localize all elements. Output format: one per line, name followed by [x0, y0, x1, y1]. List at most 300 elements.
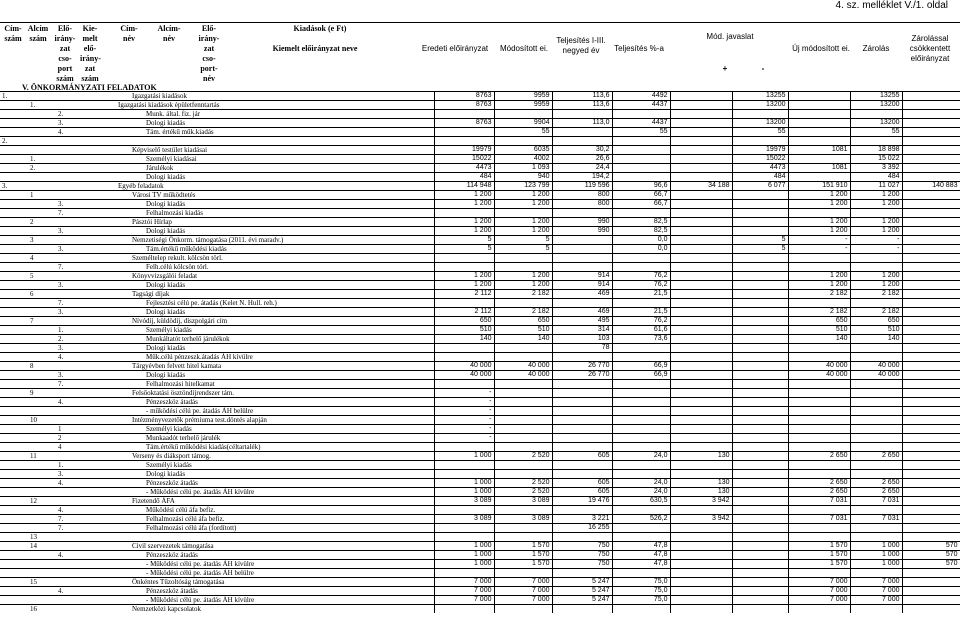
row-alcim-szam: [28, 173, 56, 182]
row-value: [732, 389, 788, 398]
row-value: [494, 470, 552, 479]
table-row: [0, 380, 960, 389]
row-label: Könyvvizsgálói feladat: [104, 272, 434, 281]
table-row: [0, 110, 960, 119]
row-value: [434, 569, 494, 578]
row-value: 40 000: [434, 362, 494, 371]
row-label: Igazgatási kiadások: [104, 92, 434, 101]
row-value: [494, 344, 552, 353]
row-kiemelt-szam: [80, 569, 104, 578]
row-value: [612, 461, 670, 470]
row-value: 3 392: [850, 164, 902, 173]
row-cim-szam: [0, 596, 28, 605]
row-value: [612, 353, 670, 362]
row-value: 914: [552, 272, 612, 281]
row-value: [902, 371, 960, 380]
row-cim-szam: [0, 497, 28, 506]
row-value: [494, 407, 552, 416]
section-title: V. ÖNKORMÁNYZATI FELADATOK: [22, 83, 157, 92]
row-value: [552, 533, 612, 542]
row-value: [902, 146, 960, 155]
row-cim-szam: [0, 119, 28, 128]
row-value: 5 247: [552, 587, 612, 596]
row-value: 1 200: [434, 200, 494, 209]
row-cim-szam: [0, 353, 28, 362]
row-value: [552, 398, 612, 407]
row-value: 21,5: [612, 308, 670, 317]
row-value: 2 182: [494, 308, 552, 317]
row-cim-szam: [0, 317, 28, 326]
row-value: [612, 470, 670, 479]
row-cim-szam: [0, 524, 28, 533]
row-value: [850, 434, 902, 443]
row-kiemelt-szam: [80, 317, 104, 326]
row-value: 7 000: [494, 596, 552, 605]
row-value: 40 000: [788, 362, 850, 371]
table-row: [0, 443, 960, 452]
row-alcim-szam: 1.: [28, 101, 56, 110]
row-value: [902, 515, 960, 524]
row-value: [788, 128, 850, 137]
row-cim-szam: 1.: [0, 92, 28, 101]
row-value: 34 188: [670, 182, 732, 191]
row-value: [612, 407, 670, 416]
row-value: 13200: [850, 101, 902, 110]
row-value: [670, 209, 732, 218]
row-value: 40 000: [494, 371, 552, 380]
row-value: [670, 272, 732, 281]
row-alcim-szam: [28, 308, 56, 317]
row-value: 2 650: [850, 488, 902, 497]
row-value: 1 000: [850, 560, 902, 569]
row-value: [732, 479, 788, 488]
row-value: 6035: [494, 146, 552, 155]
row-value: 1 000: [434, 560, 494, 569]
row-kiemelt-szam: [80, 533, 104, 542]
row-kiemelt-szam: [80, 182, 104, 191]
table-row: [0, 587, 960, 596]
row-value: [902, 272, 960, 281]
table-row: [0, 569, 960, 578]
table-row: [0, 209, 960, 218]
table-row: [0, 389, 960, 398]
row-value: [670, 434, 732, 443]
row-value: 940: [494, 173, 552, 182]
row-value: 2 182: [850, 308, 902, 317]
row-value: 24,0: [612, 452, 670, 461]
row-value: [612, 110, 670, 119]
row-alcim-szam: [28, 515, 56, 524]
row-cim-szam: [0, 272, 28, 281]
row-value: [670, 218, 732, 227]
row-value: 140: [434, 335, 494, 344]
row-value: [902, 479, 960, 488]
row-value: [670, 389, 732, 398]
row-value: 1 000: [850, 551, 902, 560]
row-label: Felh.célú kölcsön törl.: [104, 263, 434, 272]
row-cim-szam: [0, 200, 28, 209]
header-teljesites-pct: Teljesítés %-a: [614, 44, 664, 53]
row-value: [732, 605, 788, 614]
row-kiemelt-szam: [80, 362, 104, 371]
row-cim-szam: [0, 101, 28, 110]
row-label: Tám.értékű működési kiadás: [104, 245, 434, 254]
row-label: Felhalmozási hitelkamat: [104, 380, 434, 389]
row-value: [850, 425, 902, 434]
row-value: [732, 254, 788, 263]
row-value: [670, 380, 732, 389]
row-value: 9959: [494, 92, 552, 101]
row-kiemelt-szam: [80, 164, 104, 173]
row-kiemelt-szam: [80, 308, 104, 317]
row-cim-szam: [0, 398, 28, 407]
row-value: 484: [850, 173, 902, 182]
row-kiemelt-szam: [80, 218, 104, 227]
row-kiemelt-szam: [80, 434, 104, 443]
row-value: [434, 137, 494, 146]
row-kiemelt-szam: [80, 335, 104, 344]
row-value: [902, 497, 960, 506]
table-header: [0, 22, 960, 84]
row-value: 82,5: [612, 218, 670, 227]
row-alcim-szam: [28, 200, 56, 209]
row-csoport-szam: [56, 254, 80, 263]
row-value: 990: [552, 227, 612, 236]
row-alcim-szam: [28, 407, 56, 416]
row-alcim-szam: [28, 146, 56, 155]
row-value: 15 022: [850, 155, 902, 164]
row-value: [670, 398, 732, 407]
row-value: [434, 524, 494, 533]
row-kiemelt-szam: [80, 299, 104, 308]
row-value: [788, 533, 850, 542]
row-value: [612, 434, 670, 443]
table-row: [0, 326, 960, 335]
row-value: [494, 461, 552, 470]
row-value: [612, 254, 670, 263]
row-value: 26,6: [552, 155, 612, 164]
row-value: 510: [434, 326, 494, 335]
row-alcim-szam: [28, 92, 56, 101]
row-value: 0,0: [612, 236, 670, 245]
row-csoport-szam: 3.: [56, 200, 80, 209]
row-value: 800: [552, 191, 612, 200]
row-cim-szam: [0, 335, 28, 344]
row-value: 16 255: [552, 524, 612, 533]
row-label: Tám.értékű működési kiadás(céltartalék): [104, 443, 434, 452]
row-value: [788, 389, 850, 398]
table-row: [0, 371, 960, 380]
row-value: [732, 326, 788, 335]
row-value: [612, 155, 670, 164]
row-value: [552, 380, 612, 389]
row-value: [552, 434, 612, 443]
row-value: [788, 119, 850, 128]
row-csoport-szam: 3.: [56, 227, 80, 236]
row-value: 5: [494, 236, 552, 245]
row-value: [434, 443, 494, 452]
table-row: [0, 560, 960, 569]
row-value: 7 000: [788, 578, 850, 587]
table-row: [0, 146, 960, 155]
row-value: [552, 209, 612, 218]
row-csoport-szam: 2.: [56, 335, 80, 344]
row-value: 1 200: [434, 191, 494, 200]
row-label: Önkéntes Tűzoltóság támogatása: [104, 578, 434, 587]
row-value: [494, 299, 552, 308]
row-value: [732, 209, 788, 218]
table-row: [0, 398, 960, 407]
row-value: 3 089: [434, 515, 494, 524]
row-value: [902, 578, 960, 587]
row-value: [850, 407, 902, 416]
row-cim-szam: [0, 443, 28, 452]
row-label: Dologi kiadás: [104, 371, 434, 380]
row-value: 7 000: [788, 587, 850, 596]
row-value: 55: [494, 128, 552, 137]
row-value: [732, 344, 788, 353]
row-value: [494, 569, 552, 578]
row-alcim-szam: [28, 587, 56, 596]
row-csoport-szam: [56, 407, 80, 416]
row-value: 1 000: [434, 479, 494, 488]
row-value: 7 000: [494, 587, 552, 596]
row-csoport-szam: 7.: [56, 299, 80, 308]
row-alcim-szam: 14: [28, 542, 56, 551]
row-value: [902, 209, 960, 218]
row-value: 7 031: [788, 515, 850, 524]
row-value: -: [788, 245, 850, 254]
header-zarolassal: Zárolással csökkentett előirányzat: [909, 34, 951, 63]
row-value: [902, 533, 960, 542]
row-value: 526,2: [612, 515, 670, 524]
row-value: [670, 92, 732, 101]
row-value: 61,6: [612, 326, 670, 335]
row-value: [552, 128, 612, 137]
row-value: 40 000: [434, 371, 494, 380]
row-value: [902, 101, 960, 110]
row-value: 140 883: [902, 182, 960, 191]
row-value: 2 520: [494, 479, 552, 488]
row-value: 4002: [494, 155, 552, 164]
row-label: Dologi kiadás: [104, 173, 434, 182]
row-value: [732, 263, 788, 272]
row-value: [788, 209, 850, 218]
row-label: Pásztói Hírlap: [104, 218, 434, 227]
row-value: [788, 434, 850, 443]
row-csoport-szam: 2: [56, 434, 80, 443]
table-row: [0, 344, 960, 353]
row-label: Városi TV működtetés: [104, 191, 434, 200]
row-value: [732, 353, 788, 362]
table-row: [0, 137, 960, 146]
table-row: [0, 191, 960, 200]
row-value: 13255: [850, 92, 902, 101]
row-value: [788, 254, 850, 263]
row-value: [732, 497, 788, 506]
row-value: [902, 236, 960, 245]
row-value: 7 000: [494, 578, 552, 587]
row-value: [850, 263, 902, 272]
row-value: [494, 389, 552, 398]
header-zarolas: Zárolás: [862, 44, 890, 53]
row-value: 605: [552, 452, 612, 461]
row-value: [670, 227, 732, 236]
table-row: [0, 128, 960, 137]
row-label: Személyi kiadásai: [104, 155, 434, 164]
row-value: 7 000: [434, 587, 494, 596]
row-value: 66,9: [612, 362, 670, 371]
row-value: 13200: [732, 119, 788, 128]
row-value: [552, 506, 612, 515]
row-value: 484: [732, 173, 788, 182]
row-value: [788, 443, 850, 452]
table-row: [0, 164, 960, 173]
row-kiemelt-szam: [80, 389, 104, 398]
row-alcim-szam: [28, 488, 56, 497]
header-csoport-nev: Elő- irány- zat cso- port- név: [198, 24, 220, 83]
row-value: 5 247: [552, 596, 612, 605]
row-csoport-szam: 3.: [56, 119, 80, 128]
row-value: [434, 470, 494, 479]
row-value: 8763: [434, 119, 494, 128]
row-csoport-szam: 3.: [56, 245, 80, 254]
row-value: [494, 353, 552, 362]
header-kiadasok: Kiadások (e Ft): [293, 24, 347, 33]
table-row: [0, 272, 960, 281]
row-csoport-szam: 4.: [56, 128, 80, 137]
row-value: -: [434, 407, 494, 416]
row-kiemelt-szam: [80, 524, 104, 533]
row-kiemelt-szam: [80, 416, 104, 425]
table-row: [0, 479, 960, 488]
row-value: [788, 461, 850, 470]
row-value: [732, 299, 788, 308]
row-csoport-szam: [56, 164, 80, 173]
row-value: [732, 587, 788, 596]
row-value: [850, 344, 902, 353]
row-value: 1 200: [788, 281, 850, 290]
row-value: [732, 317, 788, 326]
row-csoport-szam: 4.: [56, 551, 80, 560]
row-cim-szam: [0, 362, 28, 371]
row-csoport-szam: [56, 596, 80, 605]
row-value: 55: [732, 128, 788, 137]
row-value: [902, 389, 960, 398]
row-csoport-szam: [56, 497, 80, 506]
row-alcim-szam: [28, 569, 56, 578]
row-value: 1 200: [788, 272, 850, 281]
row-value: [612, 299, 670, 308]
row-value: 314: [552, 326, 612, 335]
row-value: 7 000: [850, 587, 902, 596]
row-value: [494, 524, 552, 533]
row-alcim-szam: 2: [28, 218, 56, 227]
row-value: [902, 137, 960, 146]
row-value: 4437: [612, 101, 670, 110]
row-alcim-szam: 9: [28, 389, 56, 398]
table-row: [0, 407, 960, 416]
row-value: [850, 470, 902, 479]
row-value: 8763: [434, 92, 494, 101]
row-value: [902, 443, 960, 452]
row-value: [494, 533, 552, 542]
row-value: 570: [902, 560, 960, 569]
row-value: 2 650: [788, 479, 850, 488]
row-value: [434, 506, 494, 515]
row-value: [552, 245, 612, 254]
row-value: [434, 353, 494, 362]
row-label: - Működési célú pe. átadás ÁH kívülre: [104, 596, 434, 605]
row-cim-szam: [0, 452, 28, 461]
row-value: [902, 92, 960, 101]
row-value: [850, 380, 902, 389]
header-minus: -: [761, 64, 765, 73]
row-cim-szam: [0, 209, 28, 218]
row-csoport-szam: 3.: [56, 281, 80, 290]
row-value: [732, 524, 788, 533]
row-value: 47,8: [612, 542, 670, 551]
row-csoport-szam: 4.: [56, 398, 80, 407]
row-label: Nívódíj, küldödíj, díszpolgári cím: [104, 317, 434, 326]
row-cim-szam: [0, 407, 28, 416]
row-value: [552, 569, 612, 578]
row-value: 9904: [494, 119, 552, 128]
row-alcim-szam: [28, 182, 56, 191]
row-value: 2 182: [788, 308, 850, 317]
row-value: [732, 308, 788, 317]
row-value: [670, 416, 732, 425]
row-value: [850, 443, 902, 452]
row-value: [732, 371, 788, 380]
row-cim-szam: [0, 326, 28, 335]
row-value: [670, 101, 732, 110]
row-cim-szam: [0, 218, 28, 227]
row-value: 4437: [612, 119, 670, 128]
row-csoport-szam: [56, 569, 80, 578]
row-cim-szam: [0, 371, 28, 380]
row-cim-szam: [0, 191, 28, 200]
row-value: 7 000: [850, 578, 902, 587]
row-value: [788, 173, 850, 182]
row-value: [850, 209, 902, 218]
row-value: 76,2: [612, 281, 670, 290]
row-value: [670, 524, 732, 533]
row-value: 510: [494, 326, 552, 335]
header-plus: +: [722, 64, 728, 73]
row-cim-szam: [0, 299, 28, 308]
row-value: 2 650: [788, 488, 850, 497]
row-value: 800: [552, 200, 612, 209]
row-kiemelt-szam: [80, 587, 104, 596]
row-value: 114 948: [434, 182, 494, 191]
row-value: 1 570: [788, 551, 850, 560]
row-kiemelt-szam: [80, 92, 104, 101]
row-value: [434, 209, 494, 218]
row-kiemelt-szam: [80, 101, 104, 110]
row-value: 5: [434, 245, 494, 254]
row-value: [850, 524, 902, 533]
row-value: [552, 416, 612, 425]
row-value: [494, 263, 552, 272]
row-kiemelt-szam: [80, 452, 104, 461]
row-value: [552, 299, 612, 308]
row-alcim-szam: 8: [28, 362, 56, 371]
row-value: [902, 461, 960, 470]
row-label: Tárgyévben felvett hitel kamata: [104, 362, 434, 371]
row-value: 469: [552, 290, 612, 299]
header-modositott: Módosított ei.: [499, 44, 549, 53]
